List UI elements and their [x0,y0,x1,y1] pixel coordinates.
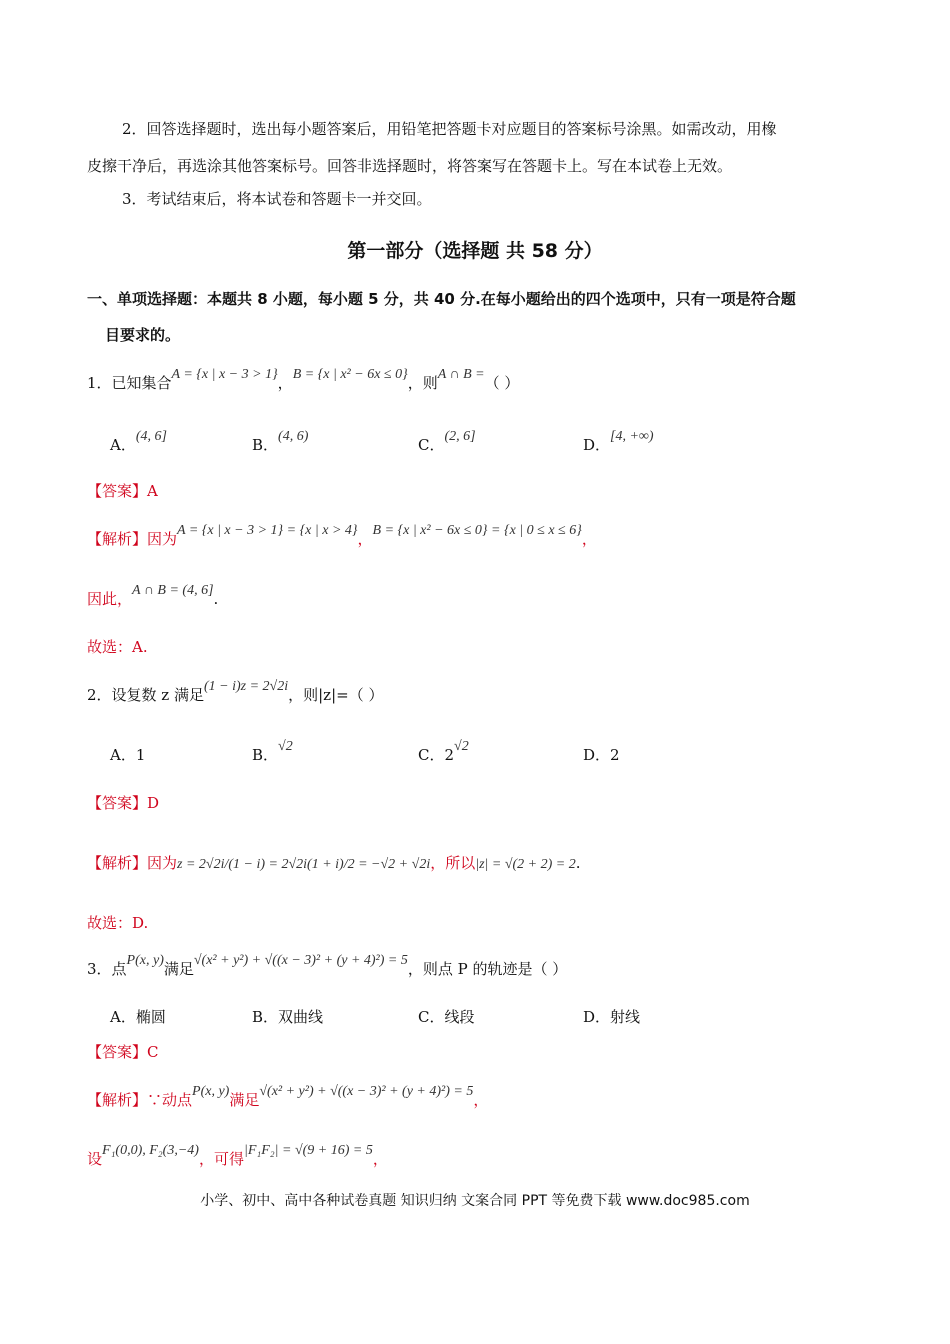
q1-analysis-math-2: B = {x | x² − 6x ≤ 0} = {x | 0 ≤ x ≤ 6} [372,523,582,538]
question-3 [87,953,568,982]
q1-blank: （ ） [484,374,520,392]
q2-analysis-so: ，所以 [430,854,476,872]
q1-option-d-value: [4, +∞) [610,429,654,444]
q1-analysis-end: ， [581,530,597,548]
q3-condition: √(x² + y²) + √((x − 3)² + (y + 4)²) = 5 [193,953,408,968]
q1-analysis-label: 【解析】因为 [87,530,178,548]
q1-analysis-sep: ， [357,530,373,548]
q1-option-b-label: B． [252,436,279,454]
q2-option-c-value: √2 [454,739,469,754]
q1-therefore-end: . [213,590,219,608]
q3-analysis-label: 【解析】∵动点 [87,1091,193,1109]
q2-option-d-label: D．2 [583,746,620,764]
q3-option-c: C．线段 [418,1008,475,1026]
q3-prefix: 3．点 [87,960,127,978]
q3-satisfy: 满足 [163,960,194,978]
q3-analysis-point: P(x, y) [192,1084,230,1099]
q3-point: P(x, y) [126,953,164,968]
q1-therefore [87,583,219,612]
q3-set-mid: ，可得 [198,1150,244,1168]
page-footer: 小学、初中、高中各种试卷真题 知识归纳 文案合同 PPT 等免费下载 www.doc985.com [200,1193,750,1209]
question-2 [87,679,384,708]
q2-option-d [583,744,620,766]
q2-option-b-label: B． [252,746,279,764]
q3-analysis-end: ， [473,1091,489,1109]
q3-set-math: F₁(0,0), F₂(3,−4) [102,1143,199,1158]
question-1 [87,367,520,396]
q1-set-a: A = {x | x − 3 > 1} [171,367,278,382]
q1-option-c [418,429,476,458]
q3-set-label: 设 [87,1150,103,1168]
q3-analysis-satisfy: 满足 [229,1091,260,1109]
q2-prefix: 2．设复数 z 满足 [87,686,204,704]
q2-analysis-math-2: |z| = √(2 + 2) = 2 [475,857,576,872]
q1-option-d [583,429,654,458]
q1-option-a-label: A． [110,436,136,454]
q3-option-d: D．射线 [583,1008,641,1026]
q2-option-a-label: A．1 [110,746,146,764]
part-title: 第一部分（选择题 共 58 分） [347,240,603,262]
q1-therefore-label: 因此， [87,590,133,608]
q1-then: ，则 [407,374,438,392]
q1-option-b [252,429,309,458]
q2-analysis [87,852,581,876]
q2-answer: 【答案】D [87,794,160,812]
q1-analysis [87,523,597,552]
q3-option-b: B．双曲线 [252,1008,324,1026]
q1-option-c-label: C． [418,436,445,454]
q2-choice: 故选：D. [87,914,149,932]
q2-option-c-label: C．2 [418,746,455,764]
instruction-item-2-line-1: 2．回答选择题时，选出每小题答案后，用铅笔把答题卡对应题目的答案标号涂黑。如需改动，用橡 [122,120,777,138]
q1-set-b: B = {x | x² − 6x ≤ 0} [292,367,408,382]
q2-analysis-math: z = 2√2i/(1 − i) = 2√2i(1 + i)/2 = −√2 + √2i [177,857,431,872]
q1-analysis-math-1: A = {x | x − 3 > 1} = {x | x > 4} [177,523,358,538]
q3-answer: 【答案】C [87,1043,159,1061]
q3-option-a: A．椭圆 [110,1008,166,1026]
q1-therefore-math: A ∩ B = (4, 6] [132,583,214,598]
q2-analysis-label: 【解析】因为 [87,854,178,872]
q3-set [87,1143,388,1172]
instruction-item-2-line-2: 皮擦干净后，再选涂其他答案标号。回答非选择题时，将答案写在答题卡上。写在本试卷上无效。 [87,157,733,175]
q1-expr: A ∩ B = [437,367,485,382]
q3-then: ，则点 P 的轨迹是（ ） [407,960,568,978]
q1-answer: 【答案】A [87,482,158,500]
q1-option-b-value: (4, 6) [278,429,309,444]
q1-option-a [110,429,167,458]
q2-option-a [110,744,145,766]
section-header-line-2: 目要求的。 [105,326,181,344]
section-header-line-1: 一、单项选择题：本题共 8 小题，每小题 5 分，共 40 分.在每小题给出的四个选项中，只有一项是符合题 [87,290,796,308]
q2-option-b [252,739,293,768]
q3-set-end: ， [372,1150,388,1168]
q1-prefix: 1．已知集合 [87,374,172,392]
q3-analysis-condition: √(x² + y²) + √((x − 3)² + (y + 4)²) = 5 [259,1084,474,1099]
q3-set-math-2: |F₁F₂| = √(9 + 16) = 5 [243,1143,373,1158]
q2-option-c [418,739,469,768]
q1-comma: ， [277,374,293,392]
instruction-item-3: 3．考试结束后，将本试卷和答题卡一并交回。 [122,190,432,208]
q2-then: ，则|z|=（ ） [288,686,384,704]
q1-choice: 故选：A. [87,638,148,656]
q1-option-d-label: D． [583,436,611,454]
q1-option-a-value: (4, 6] [135,429,167,444]
q3-analysis [87,1084,489,1113]
q2-option-b-value: √2 [278,739,293,754]
q1-option-c-value: (2, 6] [444,429,476,444]
q2-condition: (1 − i)z = 2√2i [203,679,289,694]
q2-analysis-end: . [575,854,581,872]
